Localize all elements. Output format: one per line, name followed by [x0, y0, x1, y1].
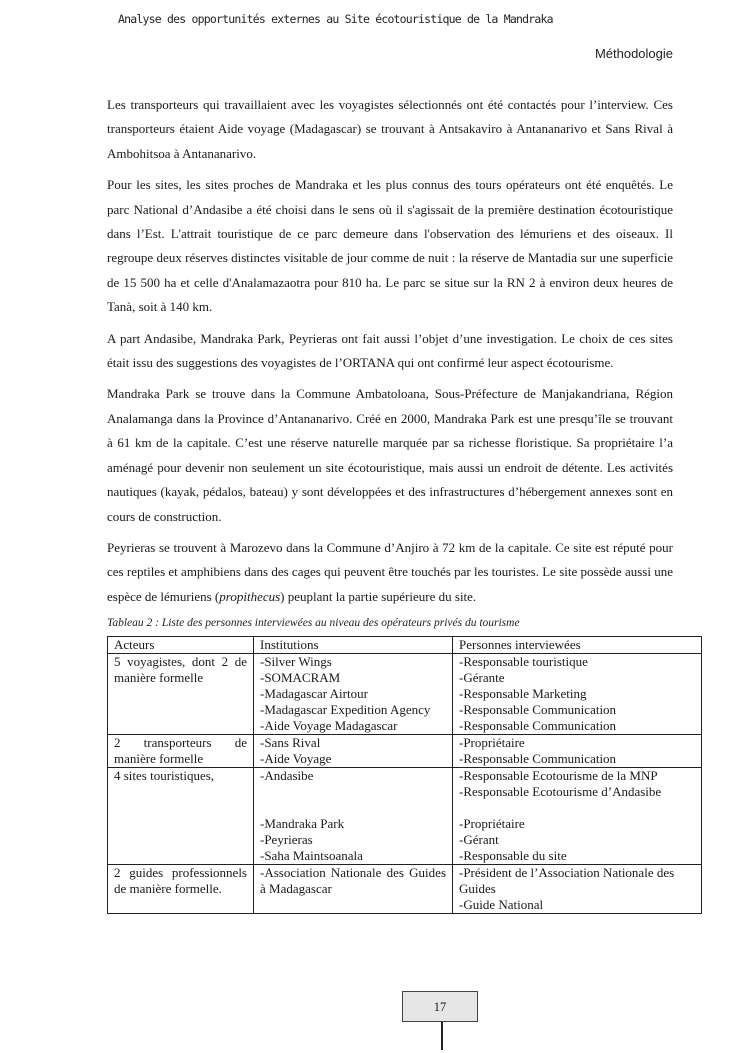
column-header-acteurs: Acteurs: [108, 637, 254, 654]
institution-item: -Madagascar Expedition Agency: [260, 702, 431, 717]
column-header-personnes: Personnes interviewées: [453, 637, 702, 654]
institution-item: -SOMACRAM: [260, 670, 341, 685]
personnes-cell: [453, 654, 702, 735]
page-number: 17: [402, 991, 478, 1022]
person-item: -Responsable Communication: [459, 702, 617, 717]
table-row: [108, 735, 702, 768]
person-item: -Responsable touristique: [459, 654, 588, 669]
institution-item: -Sans Rival: [260, 735, 321, 750]
institution-item: -Madagascar Airtour: [260, 686, 368, 701]
section-title: Méthodologie: [594, 46, 673, 61]
person-item: -Guide National: [459, 897, 544, 912]
paragraph-sites: Pour les sites, les sites proches de Mandraka et les plus connus des tours opérateurs ont été enquêtés. Le parc National d’Andasibe a été choisi dans le sens où il s'agissait de la première destination écotouristique dans l’Est. L'attrait touristique de ce parc demeure dans l'observation des lémuriens et des oiseaux. Il regroupe deux réserves distinctes visitable de jour comme de nuit : la réserve de Mantadia sur une superficie de 15 500 ha et celle d'Analamazaotra pour 810 ha. Le parc se situe sur la RN 2 à environ deux heures de Tanà, soit à 140 km.: [107, 177, 673, 315]
person-item: -Responsable Communication: [459, 751, 617, 766]
institution-item: -Silver Wings: [260, 654, 332, 669]
person-item: -Responsable Marketing: [459, 686, 587, 701]
person-item: -Propriétaire: [459, 735, 525, 750]
paragraph-peyrieras-text-2: ) peuplant la partie supérieure du site.: [280, 588, 477, 604]
paragraph-peyrieras: [107, 536, 673, 609]
page-number-stem: [441, 1022, 443, 1050]
table-row: [108, 865, 702, 914]
personnes-cell: [453, 735, 702, 768]
institution-item: -Aide Voyage: [260, 751, 332, 766]
person-item: -Gérante: [459, 670, 505, 685]
institutions-cell: [254, 768, 453, 865]
paragraph-mandraka-park: Mandraka Park se trouve dans la Commune Ambatoloana, Sous-Préfecture de Manjakandriana, Région Analamanga dans la Province d’Antananarivo. Créé en 2000, Mandraka Park est une presqu’île se trouvant à 61 km de la capitale. C’est une réserve naturelle marquée par sa richesse floristique. Sa propriétaire l’a aménagé pour devenir non seulement un site écotouristique, mais aussi un endroit de détente. Les activités nautiques (kayak, pédalos, bateau) y sont développées et des infrastructures d’hébergement annexes sont en cours de construction.: [107, 386, 673, 524]
paragraph-peyrieras-text-1: Peyrieras se trouvent à Marozevo dans la Commune d’Anjiro à 72 km de la capitale. Ce site est réputé pour ces reptiles et amphibiens dans des cages qui peuvent être touchés par les touristes. Le site possède aussi une espèce de lémuriens (: [107, 539, 673, 604]
paragraph-andasibe: A part Andasibe, Mandraka Park, Peyrieras ont fait aussi l’objet d’une investigation. Le choix de ces sites était issu des suggestions des voyagistes de l’ORTANA qui ont confirmé leur aspect écotourisme.: [107, 330, 673, 371]
acteurs-cell: 2 guides professionnels de manière formelle.: [108, 865, 254, 914]
institution-item: -Saha Maintsoanala: [260, 848, 363, 863]
personnes-cell: [453, 768, 702, 865]
person-item: -Responsable Communication: [459, 718, 617, 733]
acteurs-cell: 2 transporteurs de manière formelle: [108, 735, 254, 768]
person-item: -Responsable du site: [459, 848, 567, 863]
table-caption: Tableau 2 : Liste des personnes interviewées au niveau des opérateurs privés du tourisme: [107, 617, 520, 629]
institution-item: -Peyrieras: [260, 832, 313, 847]
interviewees-table: [107, 636, 702, 914]
column-header-institutions: Institutions: [254, 637, 453, 654]
person-item: -Responsable Ecotourisme de la MNP: [459, 768, 658, 783]
institution-item: -Mandraka Park: [260, 816, 345, 831]
person-item: -Propriétaire: [459, 816, 525, 831]
institutions-cell: [254, 654, 453, 735]
person-item: -Président de l’Association Nationale des Guides: [459, 865, 675, 896]
acteurs-cell: 4 sites touristiques,: [108, 768, 254, 865]
institution-item: -Aide Voyage Madagascar: [260, 718, 398, 733]
table-row: [108, 768, 702, 865]
table-row: [108, 654, 702, 735]
institution-item: -Andasibe: [260, 768, 314, 783]
body-text: [107, 93, 673, 616]
institutions-cell: [254, 735, 453, 768]
paragraph-transporteurs: Les transporteurs qui travaillaient avec les voyagistes sélectionnés ont été contactés pour l’interview. Ces transporteurs étaient Aide voyage (Madagascar) se trouvant à Antsakaviro à Antananarivo et Sans Rival à Ambohitsoa à Antananarivo.: [107, 97, 673, 161]
person-item: -Responsable Ecotourisme d’Andasibe: [459, 784, 662, 799]
table-header-row: [108, 637, 702, 654]
institutions-cell: -Association Nationale des Guides à Madagascar: [254, 865, 453, 914]
person-item: -Gérant: [459, 832, 499, 847]
acteurs-cell: 5 voyagistes, dont 2 de manière formelle: [108, 654, 254, 735]
running-header-title: Analyse des opportunités externes au Site écotouristique de la Mandraka: [118, 12, 553, 26]
species-name: propithecus: [219, 588, 281, 604]
personnes-cell: [453, 865, 702, 914]
